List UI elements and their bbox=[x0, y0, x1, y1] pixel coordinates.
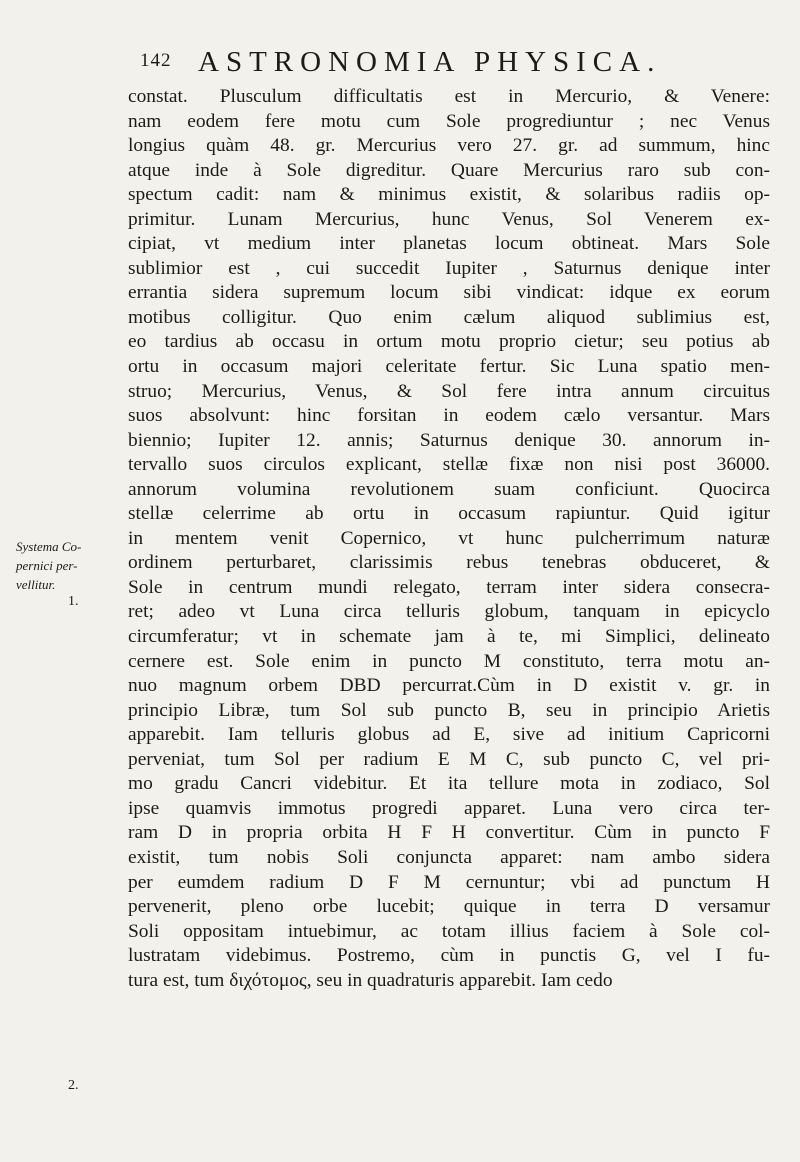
margin-number: 2. bbox=[68, 1078, 79, 1093]
page-header bbox=[140, 46, 760, 86]
text-line: constat. Plusculum difficultatis est in Mercurio, & Venere: bbox=[128, 86, 770, 107]
text-line: spectum cadit: nam & minimus existit, & solaribus radiis op- bbox=[128, 184, 770, 206]
text-line: longius quàm 48. gr. Mercurius vero 27. gr. ad summum, hinc bbox=[128, 135, 770, 157]
text-line: struo; Mercurius, Venus, & Sol fere intra annum circuitus bbox=[128, 380, 770, 402]
text-line: nam eodem fere motu cum Sole progrediuntur ; nec Venus bbox=[128, 110, 770, 132]
text-line: biennio; Iupiter 12. annis; Saturnus denique 30. annorum in- bbox=[128, 429, 770, 451]
text-line: circumferatur; vt in schemate jam à te, mi Simplici, delineato bbox=[128, 626, 770, 648]
marginal-note-line: vellitur. bbox=[16, 577, 56, 592]
text-line: suos absolvunt: hinc forsitan in eodem cælo versantur. Mars bbox=[128, 405, 770, 427]
text-line: perveniat, tum Sol per radium E M C, sub puncto C, vel pri- bbox=[128, 748, 770, 770]
text-line: ipse quamvis immotus progredi apparet. Luna vero circa ter- bbox=[128, 797, 770, 819]
text-line: ortu in occasum majori celeritate fertur. Sic Luna spatio men- bbox=[128, 356, 770, 378]
text-line: ordinem perturbaret, clarissimis rebus tenebras obduceret, & bbox=[128, 552, 770, 574]
running-title: ASTRONOMIA PHYSICA. bbox=[198, 46, 662, 78]
text-line: tervallo suos circulos explicant, stellæ fixæ non nisi post 36000. bbox=[128, 454, 770, 476]
text-line: cipiat, vt medium inter planetas locum obtineat. Mars Sole bbox=[128, 233, 770, 255]
text-line: cernere est. Sole enim in puncto M constituto, terra motu an- bbox=[128, 650, 770, 672]
text-line: Soli oppositam intuebimur, ac totam illius faciem à Sole col- bbox=[128, 920, 770, 942]
text-line: eo tardius ab occasu in ortum motu proprio cietur; seu potius ab bbox=[128, 331, 770, 353]
marginal-note-line: pernici per- bbox=[16, 558, 78, 573]
page-number: 142 bbox=[140, 50, 172, 71]
text-line: principio Libræ, tum Sol sub puncto B, seu in principio Arietis bbox=[128, 699, 770, 721]
text-line: stellæ celerrime ab ortu in occasum rapiuntur. Quid igitur bbox=[128, 503, 770, 525]
text-line: existit, tum nobis Soli conjuncta apparet: nam ambo sidera bbox=[128, 846, 770, 868]
text-line: Sole in centrum mundi relegato, terram inter sidera consecra- bbox=[128, 576, 770, 598]
text-line: motibus colligitur. Quo enim cælum aliquod sublimius est, bbox=[128, 306, 770, 328]
text-line: mo gradu Cancri videbitur. Et ita tellure mota in zodiaco, Sol bbox=[128, 773, 770, 795]
marginal-note bbox=[16, 537, 120, 594]
text-line: atque inde à Sole digreditur. Quare Mercurius raro sub con- bbox=[128, 159, 770, 181]
text-line: ret; adeo vt Luna circa telluris globum, tanquam in epicyclo bbox=[128, 601, 770, 623]
text-line: nuo magnum orbem DBD percurrat.Cùm in D existit v. gr. in bbox=[128, 675, 770, 697]
body-text bbox=[128, 85, 770, 993]
text-line: ram D in propria orbita H F H convertitur. Cùm in puncto F bbox=[128, 822, 770, 844]
text-line: errantia sidera supremum locum sibi vindicat: idque ex eorum bbox=[128, 282, 770, 304]
text-line: primitur. Lunam Mercurius, hunc Venus, Sol Venerem ex- bbox=[128, 208, 770, 230]
text-line: in mentem venit Copernico, vt hunc pulcherrimum naturæ bbox=[128, 527, 770, 549]
text-line: annorum volumina revolutionem suam conficiunt. Quocirca bbox=[128, 478, 770, 500]
text-line: sublimior est , cui succedit Iupiter , Saturnus denique inter bbox=[128, 257, 770, 279]
text-line: tura est, tum διχότομος, seu in quadraturis apparebit. Iam cedo bbox=[128, 969, 613, 991]
text-line: pervenerit, pleno orbe lucebit; quique in terra D versamur bbox=[128, 896, 770, 918]
marginal-note-line: Systema Co- bbox=[16, 539, 82, 554]
text-line: lustratam videbimus. Postremo, cùm in punctis G, vel I fu- bbox=[128, 945, 770, 967]
text-line: per eumdem radium D F M cernuntur; vbi ad punctum H bbox=[128, 871, 770, 893]
margin-number: 1. bbox=[68, 594, 79, 609]
text-line: apparebit. Iam telluris globus ad E, sive ad initium Capricorni bbox=[128, 724, 770, 746]
